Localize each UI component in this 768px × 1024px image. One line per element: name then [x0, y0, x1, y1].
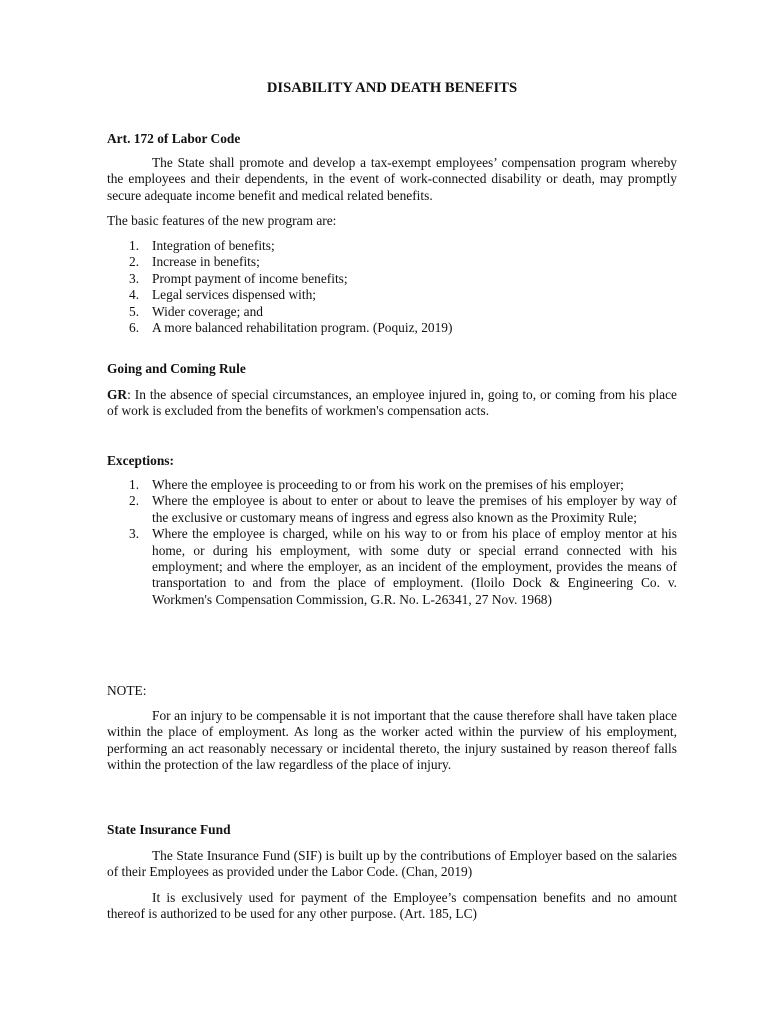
list-item: 2. Increase in benefits; — [129, 254, 260, 270]
sif-paragraph-2: It is exclusively used for payment of the Employee’s compensation benefits and no amount thereof is authorized to be used for any other purpose. (Art. 185, LC) — [107, 890, 677, 922]
note-label: NOTE: — [107, 683, 147, 698]
list-item: 1. Integration of benefits; — [129, 238, 275, 253]
section-heading-going-coming-rule: Going and Coming Rule — [107, 361, 246, 376]
gr-label: GR — [107, 387, 128, 402]
gr-text: : In the absence of special circumstances, an employee injured in, going to, or coming from his place of work is excluded from the benefits of workmen's compensation acts. — [107, 387, 677, 419]
list-item: 2. Where the employee is about to enter or about to leave the premises of his employer by way of the exclusive or customary means of ingress and egress also known as the Proximity Rule; — [129, 493, 677, 525]
sif-paragraph-1: The State Insurance Fund (SIF) is built up by the contributions of Employer based on the salaries of their Employees as provided under the Labor Code. (Chan, 2019) — [107, 848, 677, 880]
features-list — [107, 238, 677, 336]
list-item: 4. Legal services dispensed with; — [129, 287, 316, 303]
art-172-paragraph: The State shall promote and develop a tax-exempt employees’ compensation program whereby the employees and their dependents, in the event of work-connected disability or death, may promptly secure adequate income benefit and medical related benefits. — [107, 155, 677, 203]
section-heading-exceptions: Exceptions: — [107, 453, 174, 468]
features-intro: The basic features of the new program are: — [107, 213, 337, 228]
document-title: DISABILITY AND DEATH BENEFITS — [266, 80, 518, 96]
section-heading-art-172: Art. 172 of Labor Code — [107, 131, 241, 146]
list-item: 3. Where the employee is charged, while on his way to or from his place of employ mentor at his home, or during his employment, with some duty or special errand connected with his employment; and where the employer, as an incident of the employment, provides the means of transportation to and from the place of employment. (Iloilo Dock & Engineering Co. v. Workmen's Compensation Commission, G.R. No. L-26341, 27 Nov. 1968) — [129, 526, 677, 607]
list-item: 6. A more balanced rehabilitation program. (Poquiz, 2019) — [129, 320, 453, 336]
exceptions-list — [107, 477, 677, 608]
list-item: 5. Wider coverage; and — [129, 303, 263, 319]
note-paragraph: For an injury to be compensable it is not important that the cause therefore shall have taken place within the place of employment. As long as the worker acted within the purview of his employment, performing an act reasonably necessary or incidental thereto, the injury sustained by reason thereof falls within the protection of the law regardless of the place of injury. — [107, 708, 677, 773]
list-item: 3. Prompt payment of income benefits; — [129, 270, 348, 286]
general-rule-paragraph — [107, 387, 677, 420]
list-item: 1. Where the employee is proceeding to or from his work on the premises of his employer; — [129, 477, 624, 492]
section-heading-state-insurance-fund: State Insurance Fund — [107, 822, 231, 837]
